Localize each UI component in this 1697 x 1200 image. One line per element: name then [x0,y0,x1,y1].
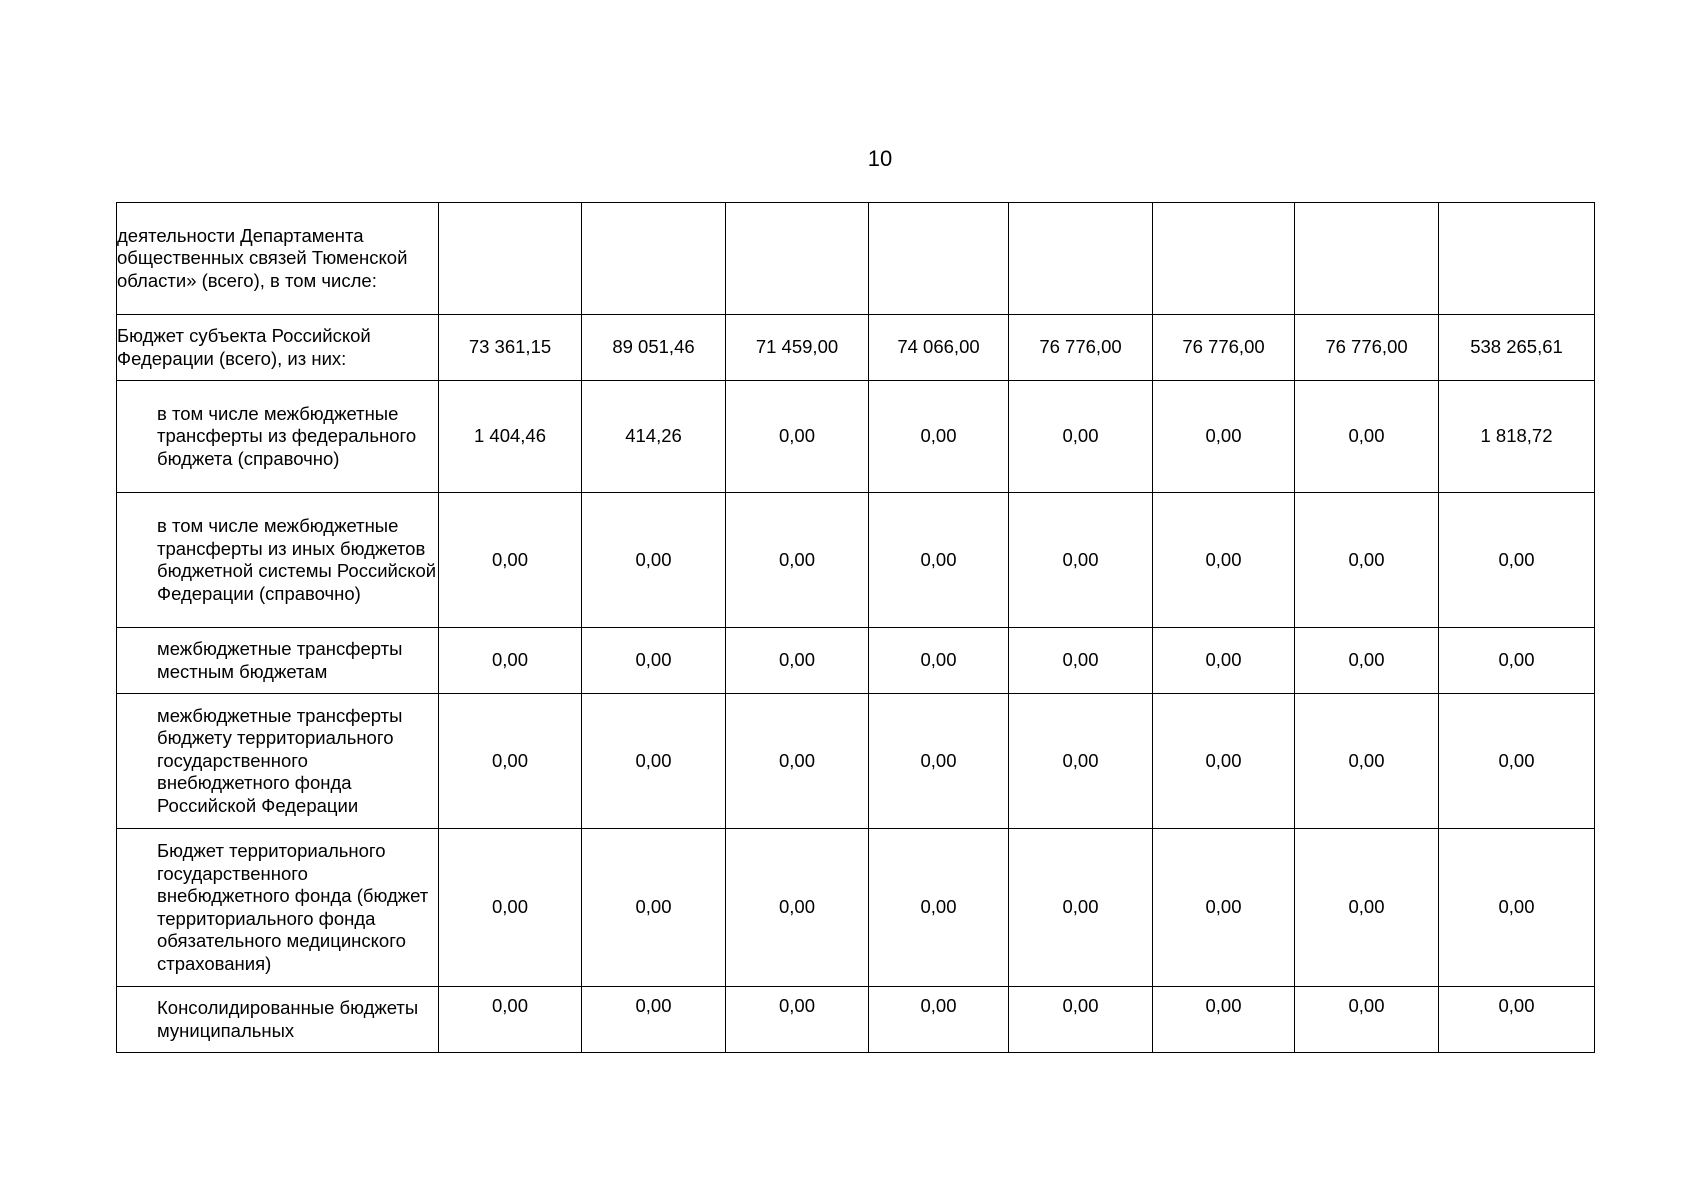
value-cell: 0,00 [726,829,869,987]
value-cell: 0,00 [1009,829,1153,987]
value-cell: 0,00 [582,829,726,987]
row-label: в том числе межбюджетные трансферты из федерального бюджета (справочно) [117,381,439,493]
total-cell: 1 818,72 [1439,381,1595,493]
value-cell: 0,00 [726,493,869,628]
value-cell: 76 776,00 [1153,315,1295,381]
value-cell: 0,00 [1009,381,1153,493]
value-cell: 0,00 [869,987,1009,1053]
value-cell [582,203,726,315]
value-cell: 76 776,00 [1295,315,1439,381]
value-cell: 0,00 [1153,493,1295,628]
table-row [117,829,1595,987]
value-cell: 0,00 [439,829,582,987]
total-cell: 0,00 [1439,628,1595,694]
value-cell: 76 776,00 [1009,315,1153,381]
value-cell: 0,00 [1153,628,1295,694]
value-cell: 0,00 [439,987,582,1053]
value-cell: 0,00 [582,694,726,829]
value-cell: 0,00 [1295,493,1439,628]
value-cell [439,203,582,315]
value-cell: 0,00 [582,628,726,694]
value-cell: 1 404,46 [439,381,582,493]
row-label: Бюджет территориального государственного внебюджетного фонда (бюджет территориального фонда обязательного медицинского страхования) [117,829,439,987]
value-cell: 0,00 [869,493,1009,628]
value-cell: 0,00 [1009,493,1153,628]
value-cell: 0,00 [869,829,1009,987]
total-cell: 0,00 [1439,493,1595,628]
value-cell: 0,00 [1153,987,1295,1053]
value-cell: 0,00 [726,381,869,493]
row-label: деятельности Департамента общественных связей Тюменской области» (всего), в том числе: [117,203,439,315]
value-cell: 0,00 [1295,628,1439,694]
value-cell: 0,00 [1295,987,1439,1053]
row-label: в том числе межбюджетные трансферты из иных бюджетов бюджетной системы Российской Федерации (справочно) [117,493,439,628]
value-cell: 0,00 [869,381,1009,493]
value-cell: 0,00 [869,628,1009,694]
value-cell: 0,00 [1009,694,1153,829]
table-row [117,203,1595,315]
value-cell: 0,00 [439,694,582,829]
value-cell: 0,00 [726,628,869,694]
value-cell: 0,00 [1295,694,1439,829]
value-cell [1295,203,1439,315]
row-label: межбюджетные трансферты местным бюджетам [117,628,439,694]
budget-table [116,202,1595,1053]
value-cell [726,203,869,315]
total-cell: 0,00 [1439,829,1595,987]
value-cell [869,203,1009,315]
value-cell: 74 066,00 [869,315,1009,381]
table-row [117,315,1595,381]
total-cell [1439,203,1595,315]
value-cell: 0,00 [1153,381,1295,493]
total-cell: 0,00 [1439,987,1595,1053]
value-cell: 0,00 [1009,987,1153,1053]
value-cell: 0,00 [726,987,869,1053]
page-number: 10 [867,146,893,171]
value-cell: 0,00 [1295,829,1439,987]
table-row [117,628,1595,694]
row-label: Бюджет субъекта Российской Федерации (всего), из них: [117,315,439,381]
value-cell [1153,203,1295,315]
value-cell: 71 459,00 [726,315,869,381]
value-cell: 0,00 [1153,829,1295,987]
value-cell: 0,00 [582,493,726,628]
table-row [117,987,1595,1053]
total-cell: 0,00 [1439,694,1595,829]
table-row [117,694,1595,829]
value-cell: 0,00 [439,493,582,628]
value-cell: 0,00 [1295,381,1439,493]
value-cell: 0,00 [869,694,1009,829]
row-label: Консолидированные бюджеты муниципальных [117,987,439,1053]
total-cell: 538 265,61 [1439,315,1595,381]
table-row [117,493,1595,628]
value-cell: 0,00 [439,628,582,694]
value-cell: 89 051,46 [582,315,726,381]
value-cell: 73 361,15 [439,315,582,381]
value-cell: 0,00 [726,694,869,829]
value-cell: 414,26 [582,381,726,493]
value-cell: 0,00 [582,987,726,1053]
value-cell [1009,203,1153,315]
row-label: межбюджетные трансферты бюджету территориального государственного внебюджетного фонда Российской Федерации [117,694,439,829]
table-row [117,381,1595,493]
value-cell: 0,00 [1009,628,1153,694]
value-cell: 0,00 [1153,694,1295,829]
